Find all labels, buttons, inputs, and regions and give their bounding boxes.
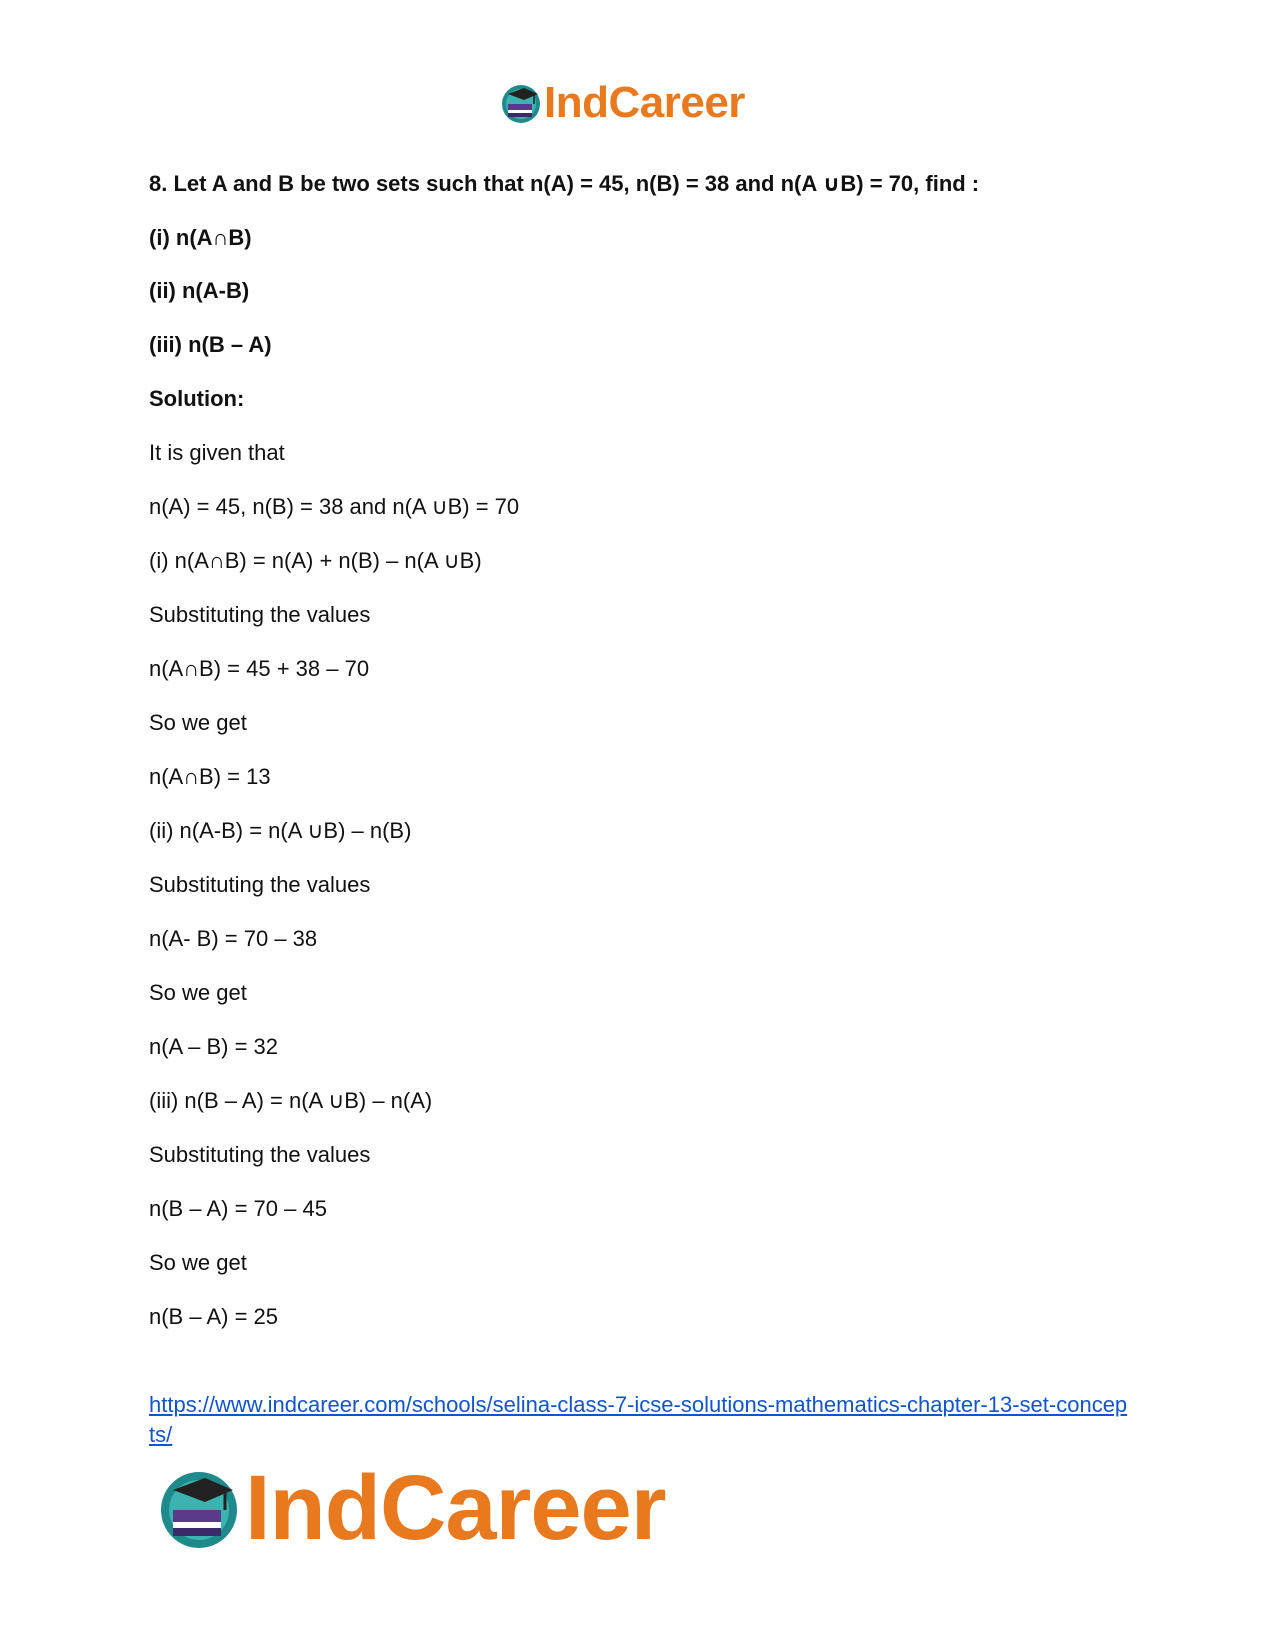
solution-line: So we get bbox=[149, 980, 247, 1005]
solution-line: n(A- B) = 70 – 38 bbox=[149, 926, 318, 951]
solution-line: n(A∩B) = 45 + 38 – 70 bbox=[149, 656, 370, 681]
solution-line: Substituting the values bbox=[149, 602, 371, 627]
question-part-1: (i) n(A∩B) bbox=[149, 225, 252, 250]
question-title: 8. Let A and B be two sets such that n(A) = 45, n(B) = 38 and n(A ∪B) = 70, find : bbox=[149, 171, 980, 196]
solution-line: n(B – A) = 70 – 45 bbox=[149, 1196, 327, 1221]
source-link[interactable]: https://www.indcareer.com/schools/selina-class-7-icse-solutions-mathematics-chapter-13-set-concepts/ bbox=[149, 1392, 1128, 1447]
solution-line: So we get bbox=[149, 1250, 247, 1275]
solution-line: n(A) = 45, n(B) = 38 and n(A ∪B) = 70 bbox=[149, 494, 520, 519]
solution-line: Substituting the values bbox=[149, 1142, 371, 1167]
solution-line: (iii) n(B – A) = n(A ∪B) – n(A) bbox=[149, 1088, 433, 1113]
solution-line: It is given that bbox=[149, 440, 285, 465]
solution-line: Substituting the values bbox=[149, 872, 371, 897]
solution-line: n(A – B) = 32 bbox=[149, 1034, 279, 1059]
header-logo bbox=[500, 78, 745, 128]
solution-line: (i) n(A∩B) = n(A) + n(B) – n(A ∪B) bbox=[149, 548, 482, 573]
solution-line: n(A∩B) = 13 bbox=[149, 764, 271, 789]
logo-text: IndCareer bbox=[245, 1457, 666, 1559]
solution-line: (ii) n(A-B) = n(A ∪B) – n(B) bbox=[149, 818, 412, 843]
question-part-2: (ii) n(A-B) bbox=[149, 278, 250, 303]
logo-text: IndCareer bbox=[544, 78, 745, 127]
question-part-3: (iii) n(B – A) bbox=[149, 332, 272, 357]
logo-icon bbox=[157, 1466, 241, 1550]
solution-line: So we get bbox=[149, 710, 247, 735]
footer-logo bbox=[157, 1458, 666, 1558]
solution-line: n(B – A) = 25 bbox=[149, 1304, 279, 1329]
logo-icon bbox=[500, 82, 542, 124]
solution-heading: Solution: bbox=[149, 386, 245, 411]
